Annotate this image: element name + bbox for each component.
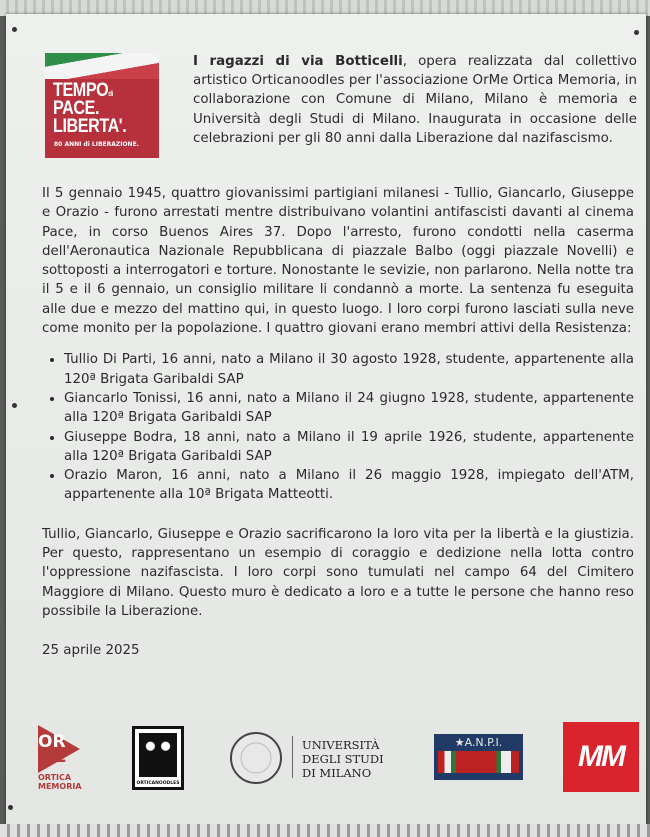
- logo-text: ★A.N.P.I.: [454, 736, 503, 749]
- logo-text: MM: [578, 740, 624, 773]
- anpi-logo: [434, 734, 523, 780]
- logo-text: UNIVERSITÀ: [302, 738, 380, 752]
- screw-icon: [8, 805, 13, 810]
- divider: [292, 736, 293, 778]
- intro-text: , opera realizzata dal collettivo artistico Orticanoodles per l'associazione OrMe Ortica Memoria, in collaborazione con Comune di Milano, Milano è memoria e Università degli Studi di Milano. Inaugurata in occasione delle celebrazioni per gli 80 anni dalla Liberazione dal nazifascismo.: [193, 54, 637, 146]
- logo-subtitle: 80 ANNI di LIBERAZIONE.: [54, 141, 139, 148]
- list-item: • Tullio Di Parti, 16 anni, nato a Milano il 30 agosto 1928, studente, appartenente alla 120ª Brigata Garibaldi SAP: [64, 350, 634, 389]
- logo-text: DI MILANO: [302, 766, 372, 780]
- face-icon: [139, 733, 177, 777]
- unimi-logo: [302, 738, 384, 780]
- logo-text: MEMORIA: [38, 782, 82, 791]
- logo-text: di: [108, 91, 113, 98]
- logo-text: PACE.: [53, 98, 100, 119]
- logo-text: DEGLI STUDI: [302, 752, 384, 766]
- list-item: • Giancarlo Tonissi, 16 anni, nato a Milano il 24 giugno 1928, studente, appartenente alla 120ª Brigata Garibaldi SAP: [64, 389, 634, 428]
- date: 25 aprile 2025: [42, 643, 140, 659]
- logo-text: ORTICANOODLES: [136, 781, 180, 786]
- screw-icon: [634, 30, 639, 35]
- orticanoodles-logo: [132, 726, 184, 790]
- logo-text: TEMPO: [53, 80, 109, 101]
- list-item: • Giuseppe Bodra, 18 anni, nato a Milano il 19 aprile 1926, studente, appartenente alla 120ª Brigata Garibaldi SAP: [64, 428, 634, 467]
- logo-text: LIBERTA'.: [53, 116, 127, 137]
- screw-icon: [12, 403, 17, 408]
- logo-text: OR: [38, 732, 66, 752]
- closing-paragraph: Tullio, Giancarlo, Giuseppe e Orazio sacrificarono la loro vita per la libertà e la giustizia. Per questo, rappresentano un esempio di coraggio e dedizione nella lotta contro l'oppressione nazifascista. I loro corpi sono tumulati nel campo 64 del Cimitero Maggiore di Milano. Questo muro è dedicato a loro e a tutte le persone che hanno reso possibile la Liberazione.: [42, 526, 634, 619]
- story-paragraph: Il 5 gennaio 1945, quattro giovanissimi partigiani milanesi - Tullio, Giancarlo, Giuseppe e Orazio - furono arrestati mentre distribuivano volantini antifascisti davanti al cinema Pace, in corso Buenos Aires 37. Dopo l'arresto, furono condotti nella caserma dell'Aeronautica Nazionale Repubblicana di piazzale Balbo (oggi piazzale Novelli) e sottoposti a interrogatori e torture. Nonostante le sevizie, non parlarono. Nella notte tra il 5 e il 6 gennaio, un consiglio militare li condannò a morte. La sentenza fu eseguita alle due e mezzo del mattino qui, in questo luogo. I loro corpi furono lasciati sulla neve come monito per la popolazione. I quattro giovani erano membri attivi della Resistenza:: [42, 186, 634, 337]
- orme-logo: [38, 725, 82, 791]
- tempo-di-pace-logo: [45, 53, 159, 158]
- partisan-list: [42, 350, 634, 504]
- screw-icon: [12, 27, 17, 32]
- plaque-body: [42, 184, 634, 661]
- logo-text: ORTICA: [38, 773, 72, 782]
- wall-bottom-edge: [0, 824, 650, 837]
- artwork-title: I ragazzi di via Botticelli: [193, 54, 403, 69]
- list-item: • Orazio Maron, 16 anni, nato a Milano il 26 maggio 1928, impiegato dell'ATM, appartenente alla 10ª Brigata Matteotti.: [64, 466, 634, 505]
- sponsor-logos: [0, 720, 650, 800]
- flag-ribbon-icon: [438, 751, 519, 773]
- logo-text: ME: [38, 747, 67, 767]
- university-seal-icon: [230, 732, 282, 784]
- mm-logo: [563, 722, 639, 792]
- italian-flag-icon: [45, 53, 159, 79]
- intro-paragraph: [193, 52, 637, 148]
